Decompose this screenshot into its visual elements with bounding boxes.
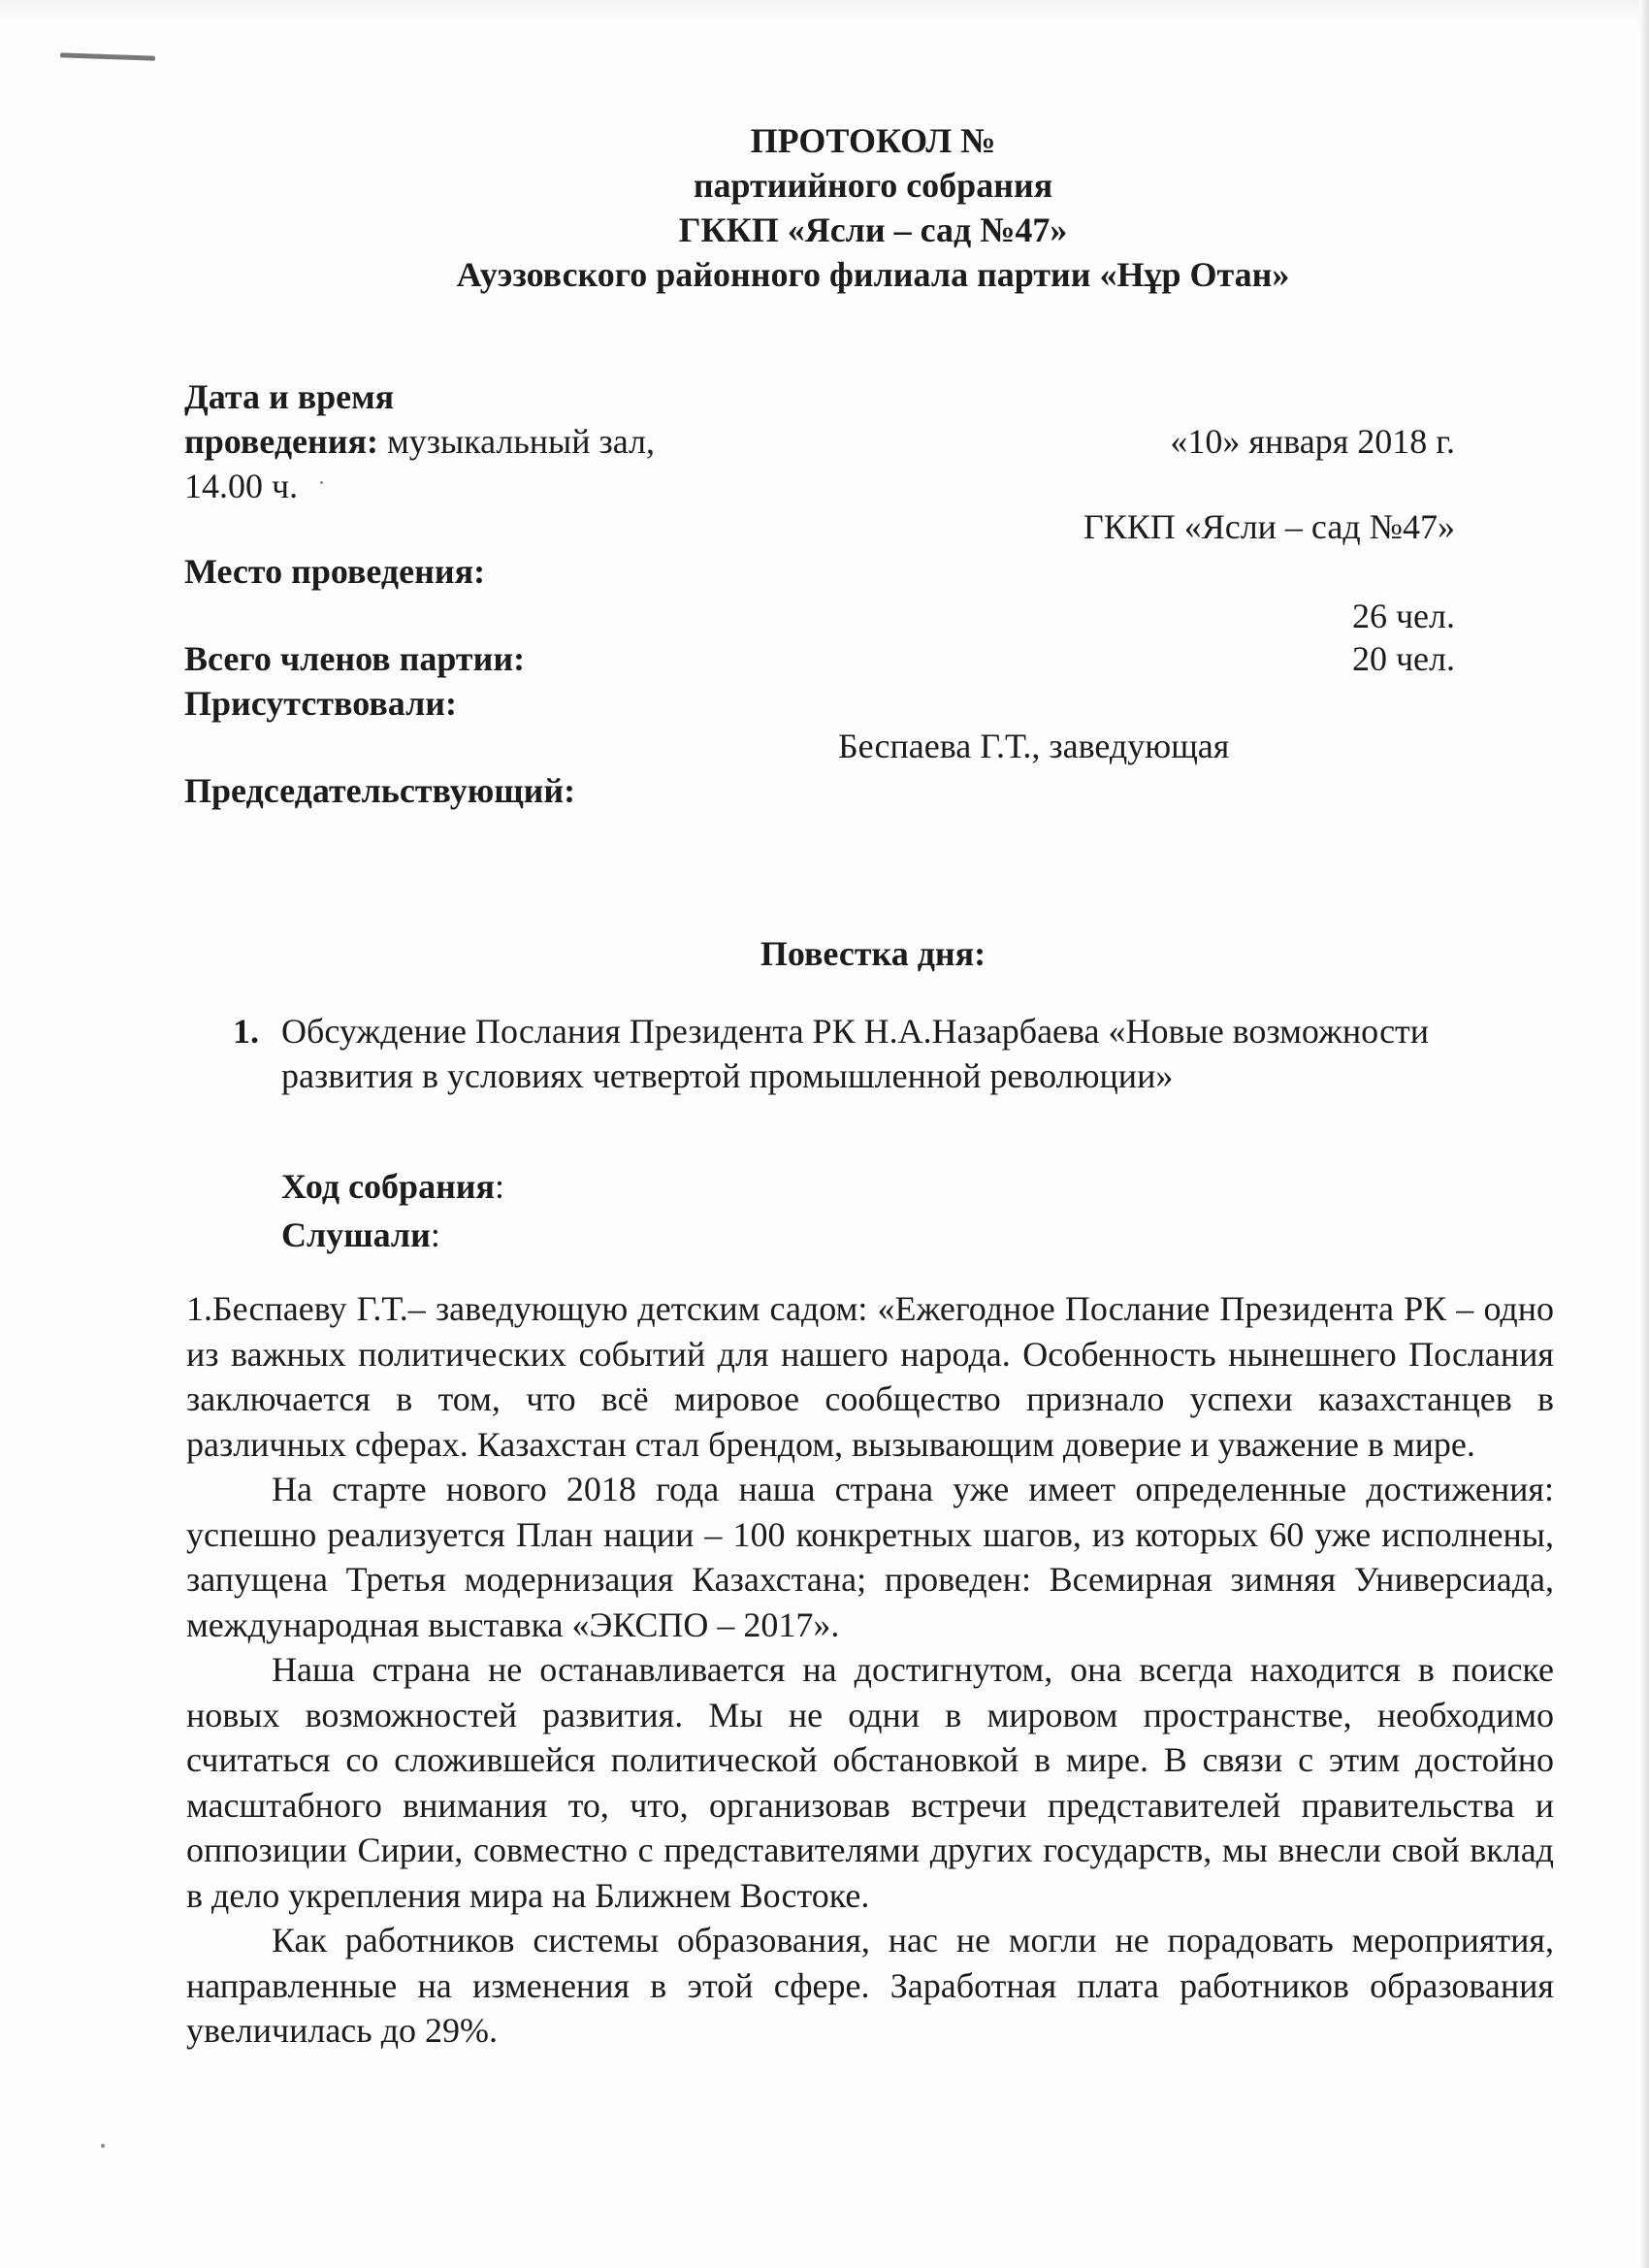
proceedings-label-text: Ход собрания [281, 1167, 496, 1206]
place-value: ГККП «Ясли – сад №47» [1083, 507, 1455, 546]
chair-value: Беспаева Г.Т., заведующая [838, 727, 1230, 765]
chair-label: Председательствующий: [184, 771, 576, 810]
title-line-meeting: партиийного собрания [693, 166, 1053, 205]
venue-text: музыкальный зал, [377, 422, 655, 461]
document-title [146, 118, 1600, 297]
date-label-line2 [184, 419, 655, 464]
present-value: 20 чел. [1351, 639, 1455, 678]
body-paragraph: На старте нового 2018 года наша страна уже имеет определенные достижения: успешно реализуется План нации – 100 конкретных шагов, из которых 60 уже исполнены, запущена Третья модернизация Казахстана; проведен: Всемирная зимняя Универсиада, международная выставка «ЭКСПО – 2017». [186, 1470, 1554, 1644]
agenda-item [233, 1009, 1542, 1098]
agenda-item-text: Обсуждение Послания Президента РК Н.А.Назарбаева «Новые возможности развития в условиях четвертой промышленной революции» [281, 1012, 1430, 1095]
total-members-label: Всего членов партии: [184, 639, 526, 678]
heard-label [281, 1213, 440, 1257]
scan-mark [60, 52, 155, 60]
present-label: Присутствовали: [184, 684, 458, 723]
scan-edge-right [1639, 0, 1649, 2268]
title-line-protocol: ПРОТОКОЛ № [750, 121, 996, 160]
total-members-value: 26 чел. [1351, 597, 1455, 635]
agenda-item-number: 1. [233, 1012, 259, 1051]
place-label: Место проведения: [184, 552, 486, 591]
scan-edge-top [0, 0, 1649, 27]
title-line-organization: ГККП «Ясли – сад №47» [678, 211, 1068, 249]
heard-colon: : [430, 1215, 440, 1254]
agenda-heading: Повестка дня: [760, 934, 986, 973]
proceedings-colon: : [495, 1167, 505, 1206]
meeting-body [186, 1286, 1554, 2054]
date-label-line1: Дата и время [184, 377, 395, 416]
time-text: 14.00 ч. [184, 467, 299, 505]
body-paragraph: Наша страна не останавливается на достигнутом, она всегда находится в поиске новых возможностей развития. Мы не одни в мировом пространстве, необходимо считаться со сложившейся политической обстановкой в мире. В связи с этим достойно масштабного внимания то, что, организовав встречи представителей правительства и оппозиции Сирии, совместно с представителями других государств, мы внесли свой вклад в дело укрепления мира на Ближнем Востоке. [186, 1650, 1554, 1915]
scan-speck [101, 2144, 105, 2148]
heard-label-text: Слушали [281, 1215, 431, 1254]
title-line-branch: Ауэзовского районного филиала партии «Нұр Отан» [456, 255, 1290, 294]
body-paragraph: Как работников системы образования, нас не могли не порадовать мероприятия, направленные на изменения в этой сфере. Заработная плата работников образования увеличилась до 29%. [186, 1921, 1554, 2050]
scan-speck [320, 481, 323, 484]
date-label-text: проведения: [184, 422, 378, 461]
date-value: «10» января 2018 г. [1170, 422, 1455, 461]
proceedings-label [281, 1164, 504, 1209]
body-paragraph: 1.Беспаеву Г.Т.– заведующую детским садом: «Ежегодное Послание Президента РК – одно из важных политических событий для нашего народа. Особенность нынешнего Послания заключается в том, что всё мировое сообщество признало успехи казахстанцев в различных сферах. Казахстан стал брендом, вызывающим доверие и уважение в мире. [186, 1289, 1554, 1464]
